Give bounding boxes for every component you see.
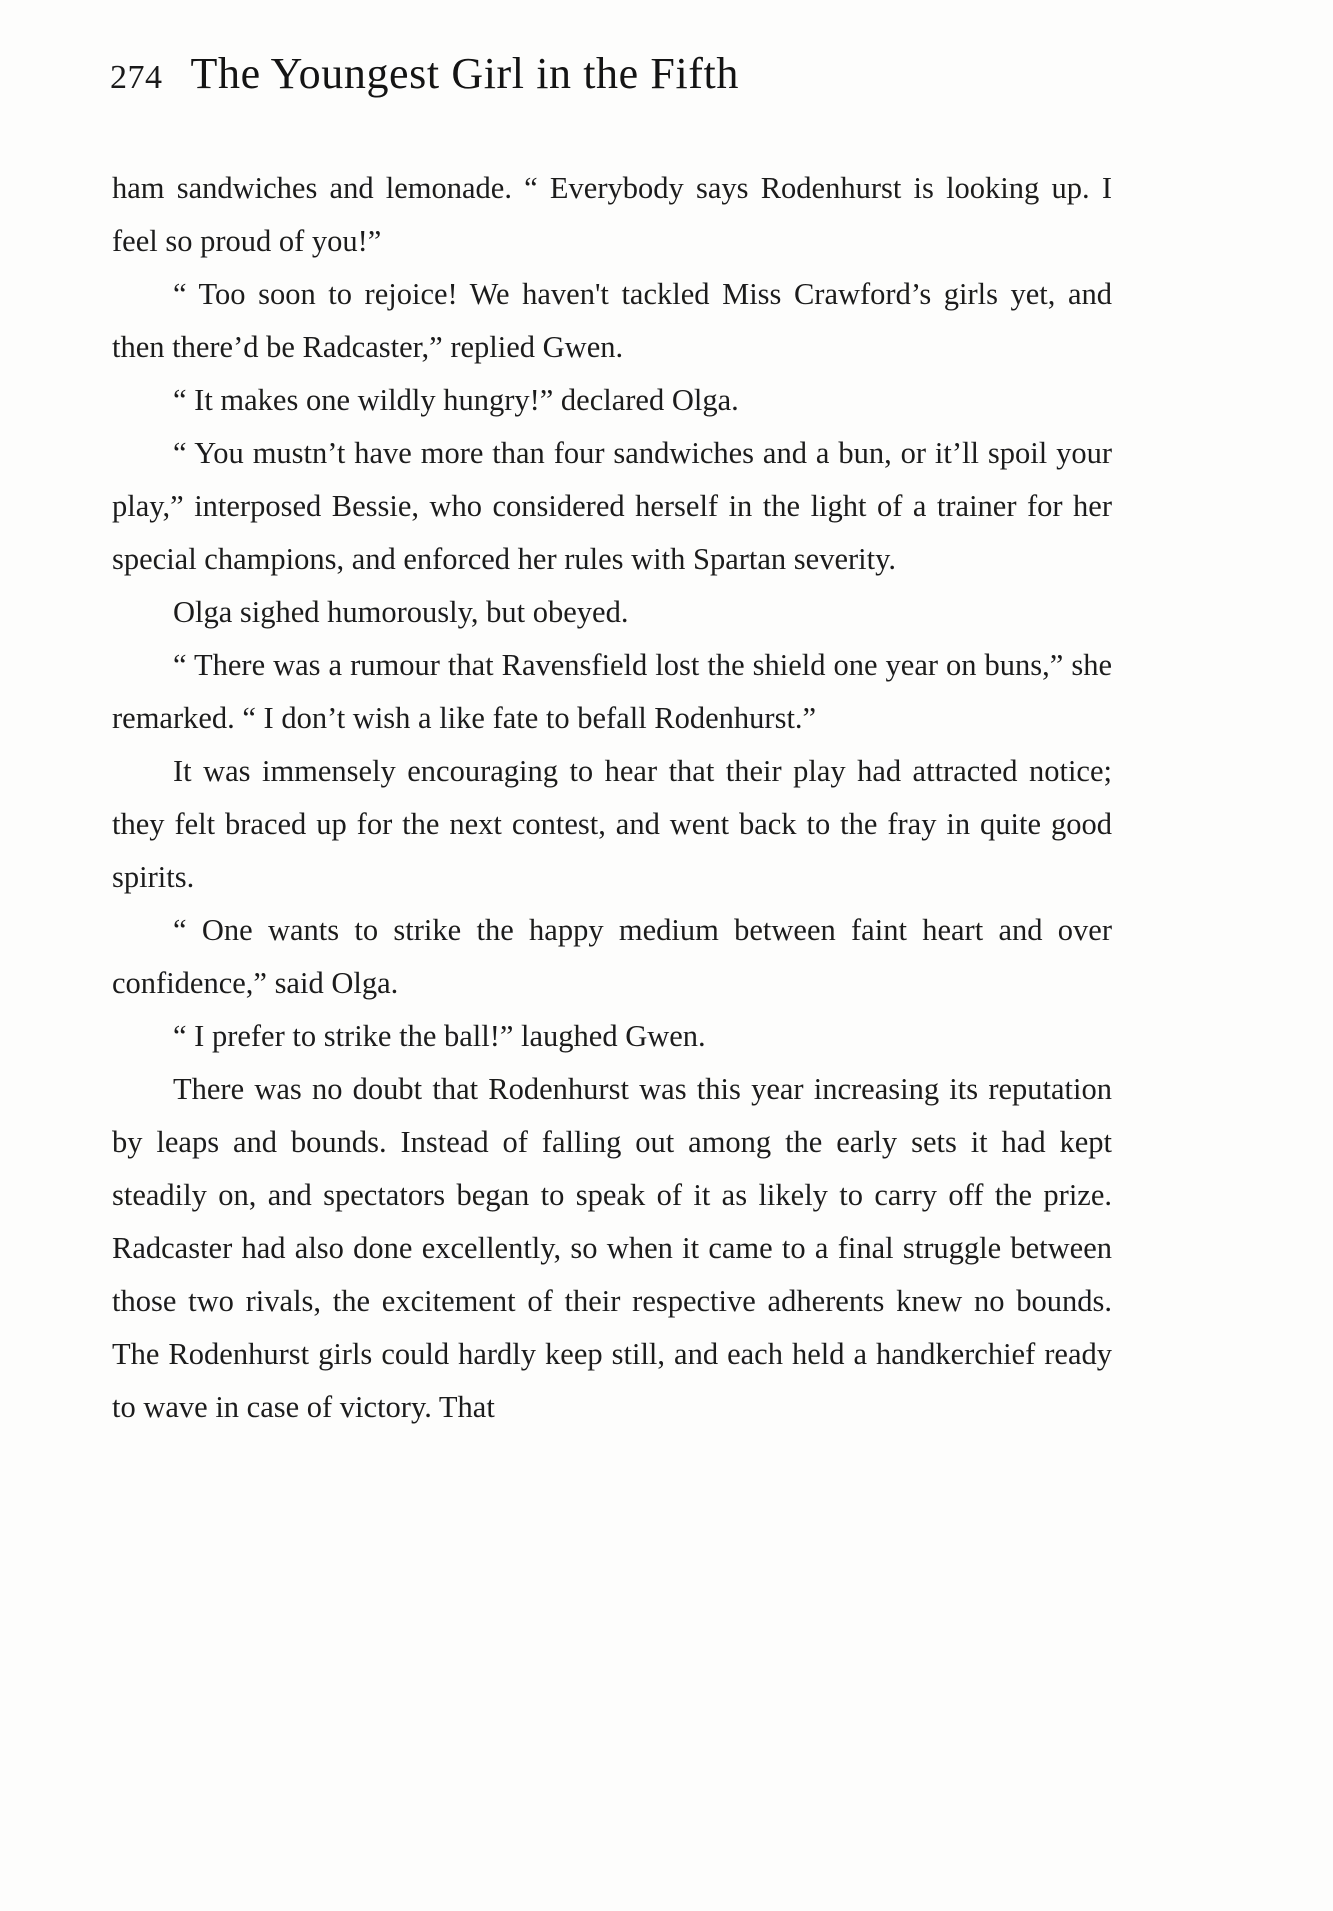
paragraph: “ You mustn’t have more than four sandwiches and a bun, or it’ll spoil your play,” interposed Bessie, who considered herself in the light of a trainer for her special champions, and enforced her rules with Spartan severity.: [112, 436, 1112, 576]
paragraph: “ There was a rumour that Ravensfield lost the shield one year on buns,” she remarked. “ I don’t wish a like fate to befall Rodenhurst.”: [112, 648, 1112, 735]
page-header: [110, 48, 1110, 99]
paragraph: “ It makes one wildly hungry!” declared Olga.: [173, 383, 739, 417]
page-number: 274: [110, 59, 163, 96]
paragraph: It was immensely encouraging to hear that their play had attracted notice; they felt braced up for the next contest, and went back to the fray in quite good spirits.: [112, 754, 1112, 894]
paragraph: ham sandwiches and lemonade. “ Everybody says Rodenhurst is looking up. I feel so proud of you!”: [112, 171, 1112, 258]
running-title: The Youngest Girl in the Fifth: [190, 49, 739, 98]
paragraph: There was no doubt that Rodenhurst was this year increasing its reputation by leaps and bounds. Instead of falling out among the early sets it had kept steadily on, and spectators began to speak of it as likely to carry off the prize. Radcaster had also done excellently, so when it came to a final struggle between those two rivals, the excitement of their respective adherents knew no bounds. The Rodenhurst girls could hardly keep still, and each held a handkerchief ready to wave in case of victory. That: [112, 1072, 1112, 1424]
paragraph: Olga sighed humorously, but obeyed.: [173, 595, 629, 629]
paragraph: “ One wants to strike the happy medium between faint heart and over confidence,” said Olga.: [112, 913, 1112, 1000]
paragraph: “ I prefer to strike the ball!” laughed Gwen.: [173, 1019, 706, 1053]
paragraph: “ Too soon to rejoice! We haven't tackled Miss Crawford’s girls yet, and then there’d be Radcaster,” replied Gwen.: [112, 277, 1112, 364]
body-text: [112, 162, 1112, 1434]
